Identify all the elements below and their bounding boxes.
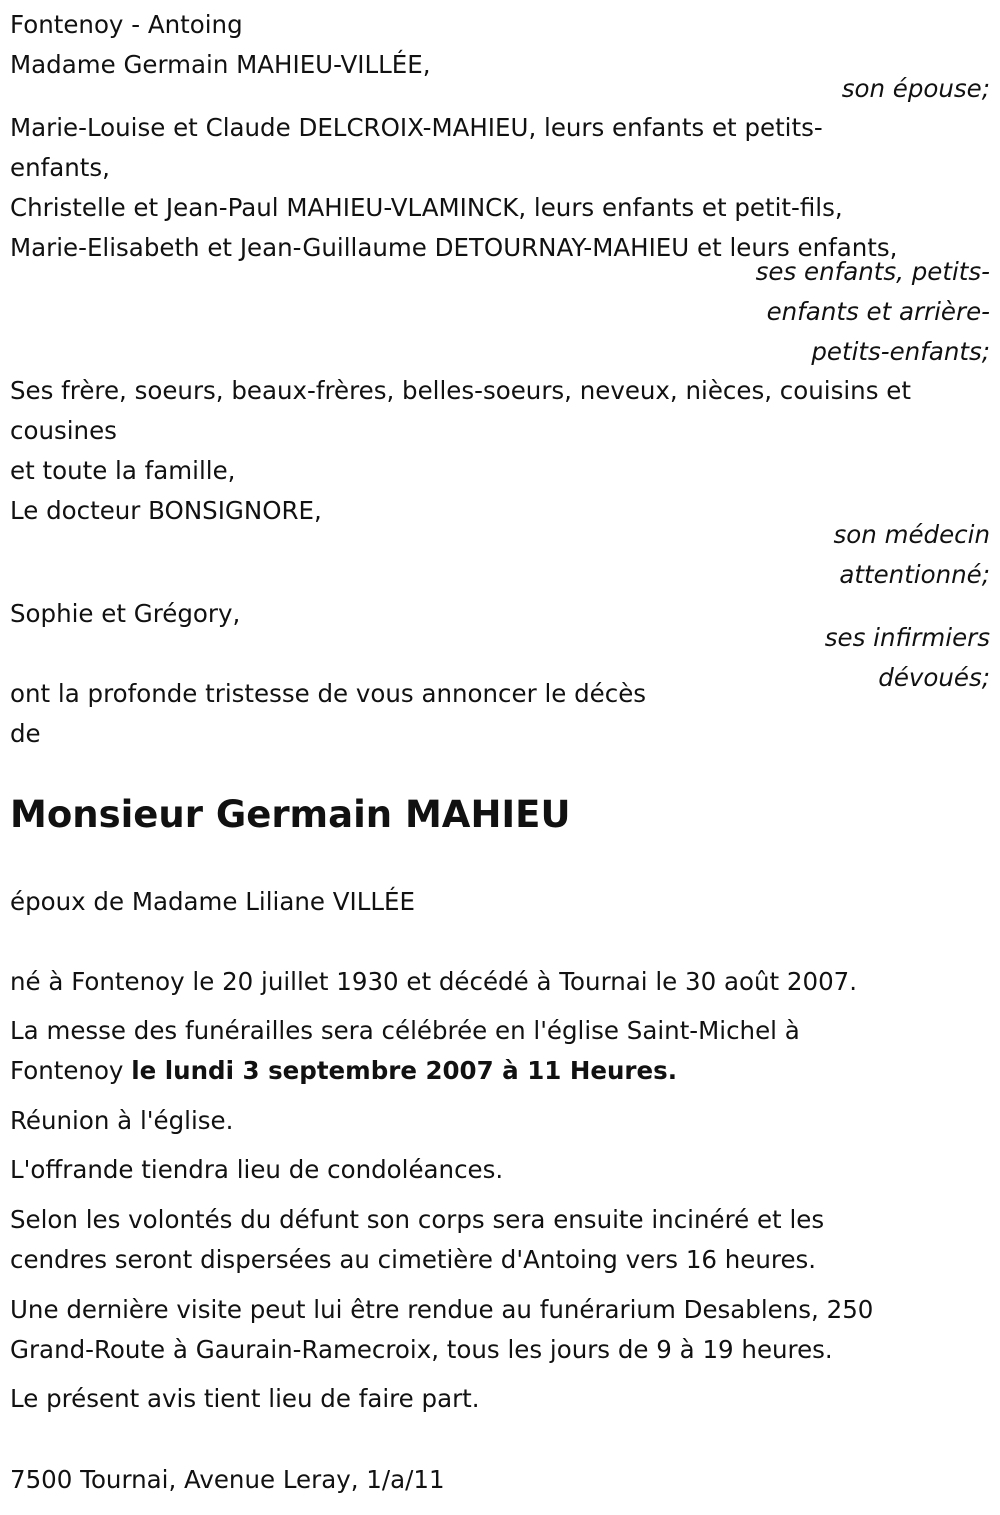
meeting-line: Réunion à l'église.	[10, 1106, 234, 1135]
spouse-role: son épouse;	[841, 74, 990, 103]
address-line: 7500 Tournai, Avenue Leray, 1/a/11	[10, 1465, 445, 1494]
spouse-name: Madame Germain MAHIEU-VILLÉE,	[10, 50, 431, 79]
location-heading: Fontenoy - Antoing	[10, 10, 243, 39]
offering-line: L'offrande tiendra lieu de condoléances.	[10, 1155, 504, 1184]
nurses-role: dévoués;	[878, 663, 990, 692]
birth-death-line: né à Fontenoy le 20 juillet 1930 et décédé à Tournai le 30 août 2007.	[10, 967, 858, 996]
relatives-line: cousines	[10, 416, 117, 445]
doctor-name: Le docteur BONSIGNORE,	[10, 496, 322, 525]
wishes-line: Selon les volontés du défunt son corps sera ensuite incinéré et les	[10, 1205, 825, 1234]
announcement-line: de	[10, 719, 41, 748]
nurses-name: Sophie et Grégory,	[10, 599, 241, 628]
notice-line: Le présent avis tient lieu de faire part.	[10, 1384, 480, 1413]
mass-line: La messe des funérailles sera célébrée en l'église Saint-Michel à	[10, 1016, 800, 1045]
deceased-name: Monsieur Germain MAHIEU	[10, 793, 571, 836]
nurses-role: ses infirmiers	[824, 623, 990, 652]
relatives-line: et toute la famille,	[10, 456, 236, 485]
mass-date: le lundi 3 septembre 2007 à 11 Heures.	[131, 1056, 678, 1085]
mass-line	[10, 1051, 677, 1091]
deceased-spouse: époux de Madame Liliane VILLÉE	[10, 887, 416, 916]
announcement-line: ont la profonde tristesse de vous annoncer le décès	[10, 679, 647, 708]
children-role: petits-enfants;	[811, 337, 990, 366]
relatives-line: Ses frère, soeurs, beaux-frères, belles-soeurs, neveux, nièces, couisins et	[10, 376, 911, 405]
children-line: enfants,	[10, 153, 110, 182]
children-line: Marie-Louise et Claude DELCROIX-MAHIEU, leurs enfants et petits-	[10, 113, 823, 142]
doctor-role: attentionné;	[839, 560, 990, 589]
doctor-role: son médecin	[833, 520, 990, 549]
visit-line: Une dernière visite peut lui être rendue au funérarium Desablens, 250	[10, 1295, 874, 1324]
visit-line: Grand-Route à Gaurain-Ramecroix, tous les jours de 9 à 19 heures.	[10, 1335, 833, 1364]
wishes-line: cendres seront dispersées au cimetière d'Antoing vers 16 heures.	[10, 1245, 817, 1274]
mass-place: Fontenoy	[10, 1056, 132, 1085]
children-line: Christelle et Jean-Paul MAHIEU-VLAMINCK, leurs enfants et petit-fils,	[10, 193, 843, 222]
children-line: Marie-Elisabeth et Jean-Guillaume DETOURNAY-MAHIEU et leurs enfants,	[10, 233, 898, 262]
children-role: ses enfants, petits-	[755, 257, 990, 286]
children-role: enfants et arrière-	[766, 297, 990, 326]
